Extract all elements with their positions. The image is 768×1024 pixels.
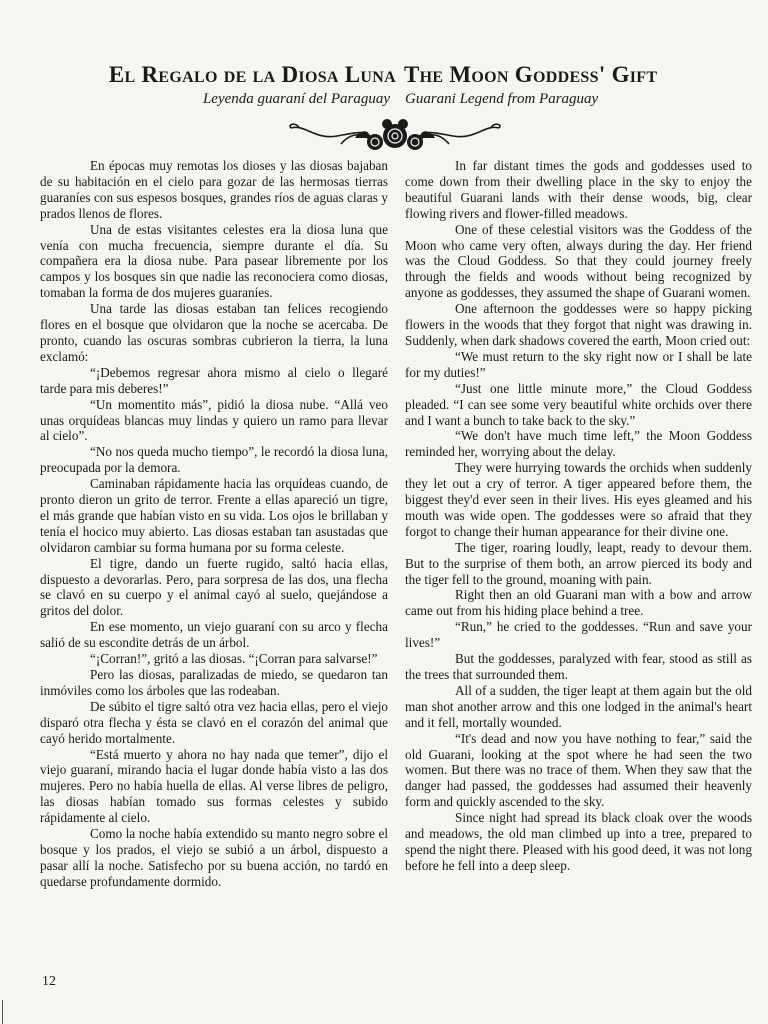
- english-subtitle: Guarani Legend from Paraguay: [405, 91, 599, 107]
- spanish-paragraph: Una de estas visitantes celestes era la diosa luna que venía con mucha frecuencia, siempre durante el día. Su compañera era la diosa nube. Para pasear libremente por los campos y los bosques sin que nadie las reconociera como diosas, tomaban la forma de dos mujeres guaraníes.: [40, 221, 388, 301]
- english-paragraph: But the goddesses, paralyzed with fear, stood as still as the trees that surrounded them.: [405, 651, 752, 682]
- english-paragraph: In far distant times the gods and goddesses used to come down from their dwelling place in the sky to enjoy the beautiful Guarani lands with their dense woods, big, clear flowing rivers and flower-filled meadows.: [405, 158, 752, 221]
- english-paragraph: “Just one little minute more,” the Cloud Goddess pleaded. “I can see some very beautiful white orchids over there and I want a bunch to take back to the sky.”: [405, 380, 752, 428]
- spanish-paragraph: En épocas muy remotas los dioses y las diosas bajaban de su habitación en el cielo para gozar de las hermosas tierras guaraníes con sus espesos bosques, grandes ríos de aguas claras y prados llenos de flores.: [40, 158, 388, 221]
- english-paragraph: They were hurrying towards the orchids when suddenly they let out a cry of terror. A tiger appeared before them, the biggest they'd ever seen in their lives. His eyes gleamed and his mouth was wide open. The goddesses were so afraid that they forgot to change their human appearance for their divine one.: [405, 460, 752, 539]
- spanish-paragraph: En ese momento, un viejo guaraní con su arco y flecha salió de su escondite detrás de un árbol.: [40, 619, 388, 651]
- spanish-title: El Regalo de la Diosa Luna: [108, 62, 396, 87]
- page-edge-mark: [2, 1000, 3, 1024]
- english-paragraph: “We don't have much time left,” the Moon Goddess reminded her, worrying about the delay.: [405, 428, 752, 460]
- spanish-paragraph: Caminaban rápidamente hacia las orquídeas cuando, de pronto dieron un grito de terror. Frente a ellas apareció un tigre, el más grande que habían visto en su vida. Los ojos le brillaban y tenía el hocico muy abierto. Las diosas estaban tan asustadas que olvidaron cambiar su forma humana por su forma celeste.: [40, 476, 388, 555]
- english-paragraph: “It's dead and now you have nothing to fear,” said the old Guarani, looking at the spot where he had seen the two women. But there was no trace of them. When they saw that the danger had passed, the goddesses had assumed their heavenly form and quickly ascended to the sky.: [405, 730, 752, 810]
- spanish-text-column: [40, 158, 388, 890]
- spanish-paragraph: De súbito el tigre saltó otra vez hacia ellas, pero el viejo disparó otra flecha y ésta se clavó en el corazón del animal que cayó herido mortalmente.: [40, 698, 388, 746]
- english-paragraph: One afternoon the goddesses were so happy picking flowers in the woods that they forgot that night was drawing in. Suddenly, when dark shadows covered the earth, Moon cried out:: [405, 301, 752, 348]
- spanish-paragraph: “¡Debemos regresar ahora mismo al cielo o llegaré tarde para mis deberes!”: [40, 364, 388, 396]
- flourish-ornament-icon: [285, 114, 505, 158]
- spanish-paragraph: Una tarde las diosas estaban tan felices recogiendo flores en el bosque que olvidaron que la noche se acercaba. De pronto, cuando las oscuras sombras cubrieron la tierra, la luna exclamó:: [40, 301, 388, 364]
- spanish-subtitle: Leyenda guaraní del Paraguay: [202, 91, 390, 107]
- page-number: 12: [42, 974, 56, 989]
- english-paragraph: The tiger, roaring loudly, leapt, ready to devour them. But to the surprise of them both, an arrow pierced its body and the tiger fell to the ground, moaning with pain.: [405, 539, 752, 587]
- spanish-paragraph: Como la noche había extendido su manto negro sobre el bosque y los prados, el viejo se subió a un árbol, dispuesto a pasar allí la noche. Satisfecho por su buena acción, no tardó en quedarse profundamente dormido.: [40, 826, 388, 889]
- spanish-paragraph: “Está muerto y ahora no hay nada que temer”, dijo el viejo guaraní, mirando hacia el lugar donde había visto a las dos mujeres. Pero no había huella de ellas. Al verse libres de peligro, las diosas habían tomado sus formas celestes y subido rápidamente al cielo.: [40, 746, 388, 826]
- english-paragraph: One of these celestial visitors was the Goddess of the Moon who came very often, always during the day. Her friend was the Cloud Goddess. So that they could journey freely through the fields and woods without being recognized by anyone as goddesses, they assumed the shape of Guarani women.: [405, 221, 752, 301]
- spanish-paragraph: “No nos queda mucho tiempo”, le recordó la diosa luna, preocupada por la demora.: [40, 444, 388, 476]
- spanish-paragraph: “Un momentito más”, pidió la diosa nube. “Allá veo unas orquídeas blancas muy lindas y quiero un ramo para llevar al cielo”.: [40, 396, 388, 444]
- english-paragraph: Since night had spread its black cloak over the woods and meadows, the old man climbed up into a tree, prepared to spend the night there. Pleased with his good deed, it was not long before he fell into a deep sleep.: [405, 810, 752, 873]
- english-paragraph: All of a sudden, the tiger leapt at them again but the old man shot another arrow and this one lodged in the animal's heart and it fell, mortally wounded.: [405, 682, 752, 730]
- english-paragraph: “Run,” he cried to the goddesses. “Run and save your lives!”: [405, 619, 752, 651]
- english-title: The Moon Goddess' Gift: [404, 62, 658, 87]
- english-paragraph: Right then an old Guarani man with a bow and arrow came out from his hiding place behind a tree.: [405, 587, 752, 619]
- english-paragraph: “We must return to the sky right now or I shall be late for my duties!”: [405, 348, 752, 380]
- english-text-column: [405, 158, 752, 874]
- spanish-paragraph: “¡Corran!”, gritó a las diosas. “¡Corran para salvarse!”: [90, 651, 378, 667]
- spanish-paragraph: Pero las diosas, paralizadas de miedo, se quedaron tan inmóviles como los árboles que las rodeaban.: [40, 667, 388, 698]
- spanish-paragraph: El tigre, dando un fuerte rugido, saltó hacia ellas, dispuesto a devorarlas. Pero, para sorpresa de las dos, una flecha se clavó en su cuerpo y el animal cayó al suelo, quejándose a gritos del dolor.: [40, 555, 388, 619]
